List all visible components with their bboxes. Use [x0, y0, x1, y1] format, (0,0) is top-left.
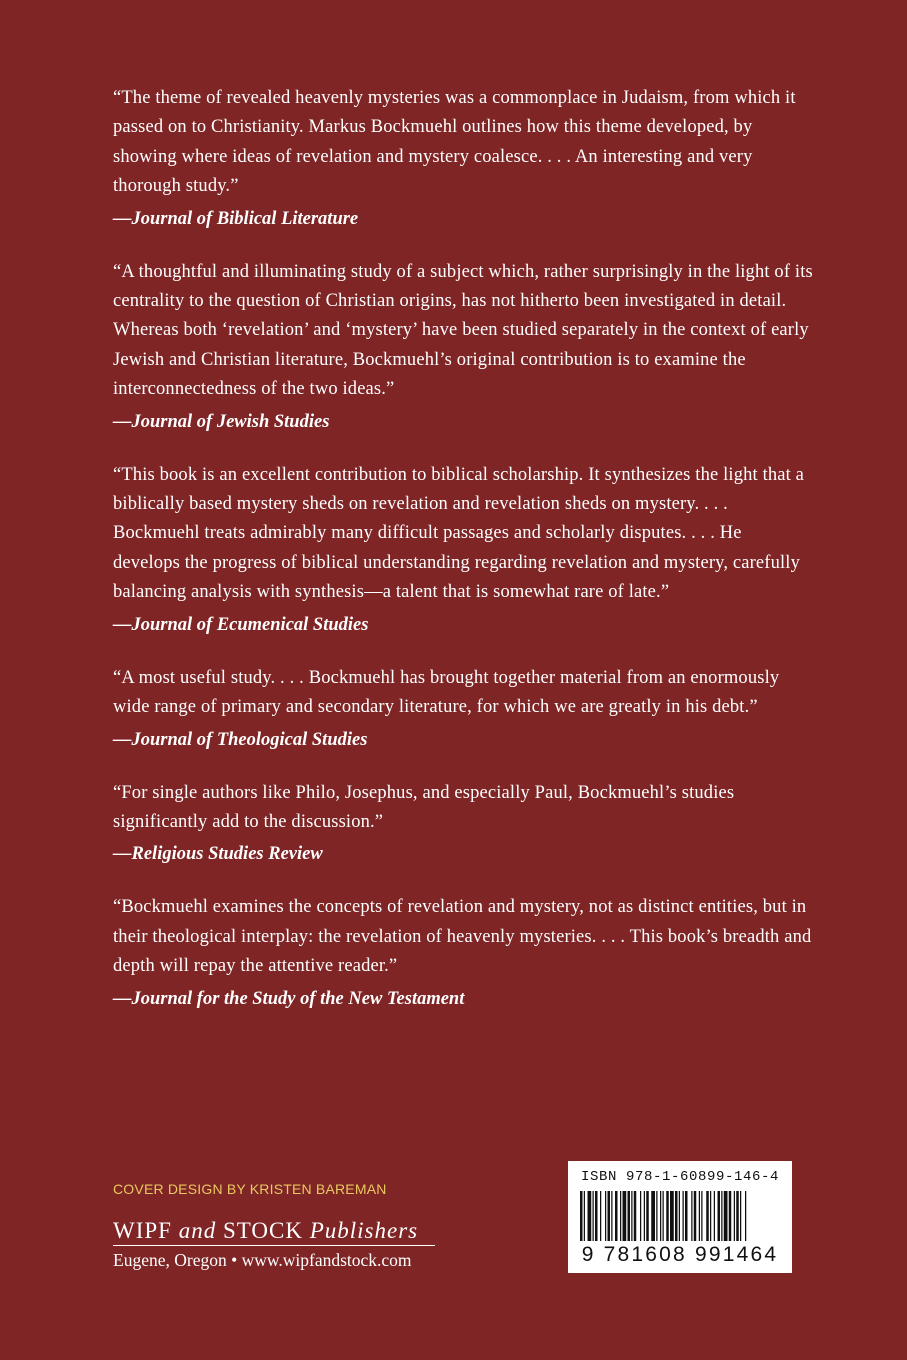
- barcode-bar: [631, 1191, 632, 1241]
- review-6: [113, 893, 813, 1011]
- review-source: —Journal of Theological Studies: [113, 729, 368, 750]
- review-quote: “This book is an excellent contribution to biblical scholarship. It synthesizes the light that a biblically based mystery sheds on revelation and revelation sheds on mystery. . . . Bockmuehl treats admirably many difficult passages and scholarly disputes. . . . He develops the progress of biblical understanding regarding revelation and mystery, carefully balancing analysis with synthesis—a talent that is somewhat rare of late.”: [113, 464, 805, 603]
- review-source: —Journal of Jewish Studies: [113, 411, 330, 432]
- cover-design-credit: COVER DESIGN BY KRISTEN BAREMAN: [113, 1181, 387, 1197]
- barcode-bar: [656, 1191, 657, 1241]
- barcode-bar: [675, 1191, 678, 1241]
- barcode-bar: [605, 1191, 606, 1241]
- review-source: —Religious Studies Review: [113, 844, 323, 865]
- review-1: [113, 84, 813, 232]
- barcode-bar: [663, 1191, 664, 1241]
- barcode-bar: [588, 1191, 592, 1241]
- barcode-bar: [714, 1191, 715, 1241]
- review-quote: “A thoughtful and illuminating study of a subject which, rather surprisingly in the light of its centrality to the question of Christian origins, has not hitherto been investigated in detail. Whereas both ‘revelation’ and ‘mystery’ have been studied separately in the context of early Jewish and Christian literature, Bockmuehl’s original contribution is to examine the interconnectedness of the two ideas.”: [113, 261, 813, 400]
- barcode-bar: [734, 1191, 735, 1241]
- barcode-bar: [718, 1191, 721, 1241]
- review-4: [113, 664, 813, 753]
- barcode-bar: [608, 1191, 611, 1241]
- review-5: [113, 779, 813, 868]
- barcode-bar: [706, 1191, 709, 1241]
- barcode-bar: [666, 1191, 669, 1241]
- barcode-bar: [640, 1191, 641, 1241]
- review-quote: “A most useful study. . . . Bockmuehl has brought together material from an enormously wide range of primary and secondary literature, for which we are greatly in his debt.”: [113, 667, 780, 718]
- barcode-bar: [651, 1191, 655, 1241]
- barcode-bar: [623, 1191, 627, 1241]
- review-source: —Journal of Ecumenical Studies: [113, 614, 369, 635]
- publisher-name-part: WIPF: [113, 1218, 172, 1243]
- isbn-label: ISBN 978-1-60899-146-4: [580, 1169, 780, 1185]
- barcode-bar: [729, 1191, 732, 1241]
- review-3: [113, 461, 813, 638]
- review-quote: “The theme of revealed heavenly mysteries was a commonplace in Judaism, from which it passed on to Christianity. Markus Bockmuehl outlines how this theme developed, by showing where ideas of revelation and mystery coalesce. . . . An interesting and very thorough study.”: [113, 88, 796, 197]
- reviews-list: [113, 84, 813, 1038]
- review-2: [113, 258, 813, 435]
- barcode-bar: [600, 1191, 601, 1241]
- barcode-bar: [615, 1191, 618, 1241]
- publisher-name-part: STOCK: [222, 1218, 303, 1243]
- barcode-bar: [701, 1191, 702, 1241]
- barcode-bar: [634, 1191, 637, 1241]
- review-source: —Journal of Biblical Literature: [113, 208, 359, 229]
- barcode-block: [568, 1161, 792, 1273]
- barcode-bar: [740, 1191, 741, 1241]
- barcode-bar: [593, 1191, 594, 1241]
- barcode-bar: [679, 1191, 680, 1241]
- barcode-bar: [611, 1191, 612, 1241]
- barcode-bar: [724, 1191, 728, 1241]
- barcode-bar: [691, 1191, 692, 1241]
- barcode-bar: [628, 1191, 631, 1241]
- barcode-bar: [660, 1191, 661, 1241]
- barcode-bar: [646, 1191, 649, 1241]
- barcode-bar: [595, 1191, 598, 1241]
- barcode-bar: [699, 1191, 700, 1241]
- barcode-bar: [584, 1191, 585, 1241]
- barcode-bar: [580, 1191, 583, 1241]
- barcode-bar: [694, 1191, 697, 1241]
- review-source: —Journal for the Study of the New Testament: [113, 988, 465, 1009]
- barcode-bar: [620, 1191, 621, 1241]
- barcode-bar: [670, 1191, 674, 1241]
- barcode-bar: [683, 1191, 684, 1241]
- review-quote: “Bockmuehl examines the concepts of revelation and mystery, not as distinct entities, but in their theological interplay: the revelation of heavenly mysteries. . . . This book’s breadth and depth will repay the attentive reader.”: [113, 897, 812, 977]
- publisher-address: Eugene, Oregon • www.wipfandstock.com: [113, 1250, 412, 1270]
- barcode-bar: [721, 1191, 722, 1241]
- barcode-bar: [685, 1191, 688, 1241]
- publisher-name-part: and: [178, 1218, 217, 1243]
- barcode-bar: [745, 1191, 746, 1241]
- publisher-name-part: Publishers: [309, 1218, 419, 1243]
- barcode-bar: [736, 1191, 739, 1241]
- barcode-bar: [644, 1191, 645, 1241]
- publisher-name: [113, 1218, 418, 1244]
- review-quote: “For single authors like Philo, Josephus, and especially Paul, Bockmuehl’s studies significantly add to the discussion.”: [113, 782, 735, 832]
- barcode-bar: [710, 1191, 711, 1241]
- publisher-rule: [113, 1245, 435, 1246]
- barcode-digits: 9 781608 991464: [581, 1243, 779, 1266]
